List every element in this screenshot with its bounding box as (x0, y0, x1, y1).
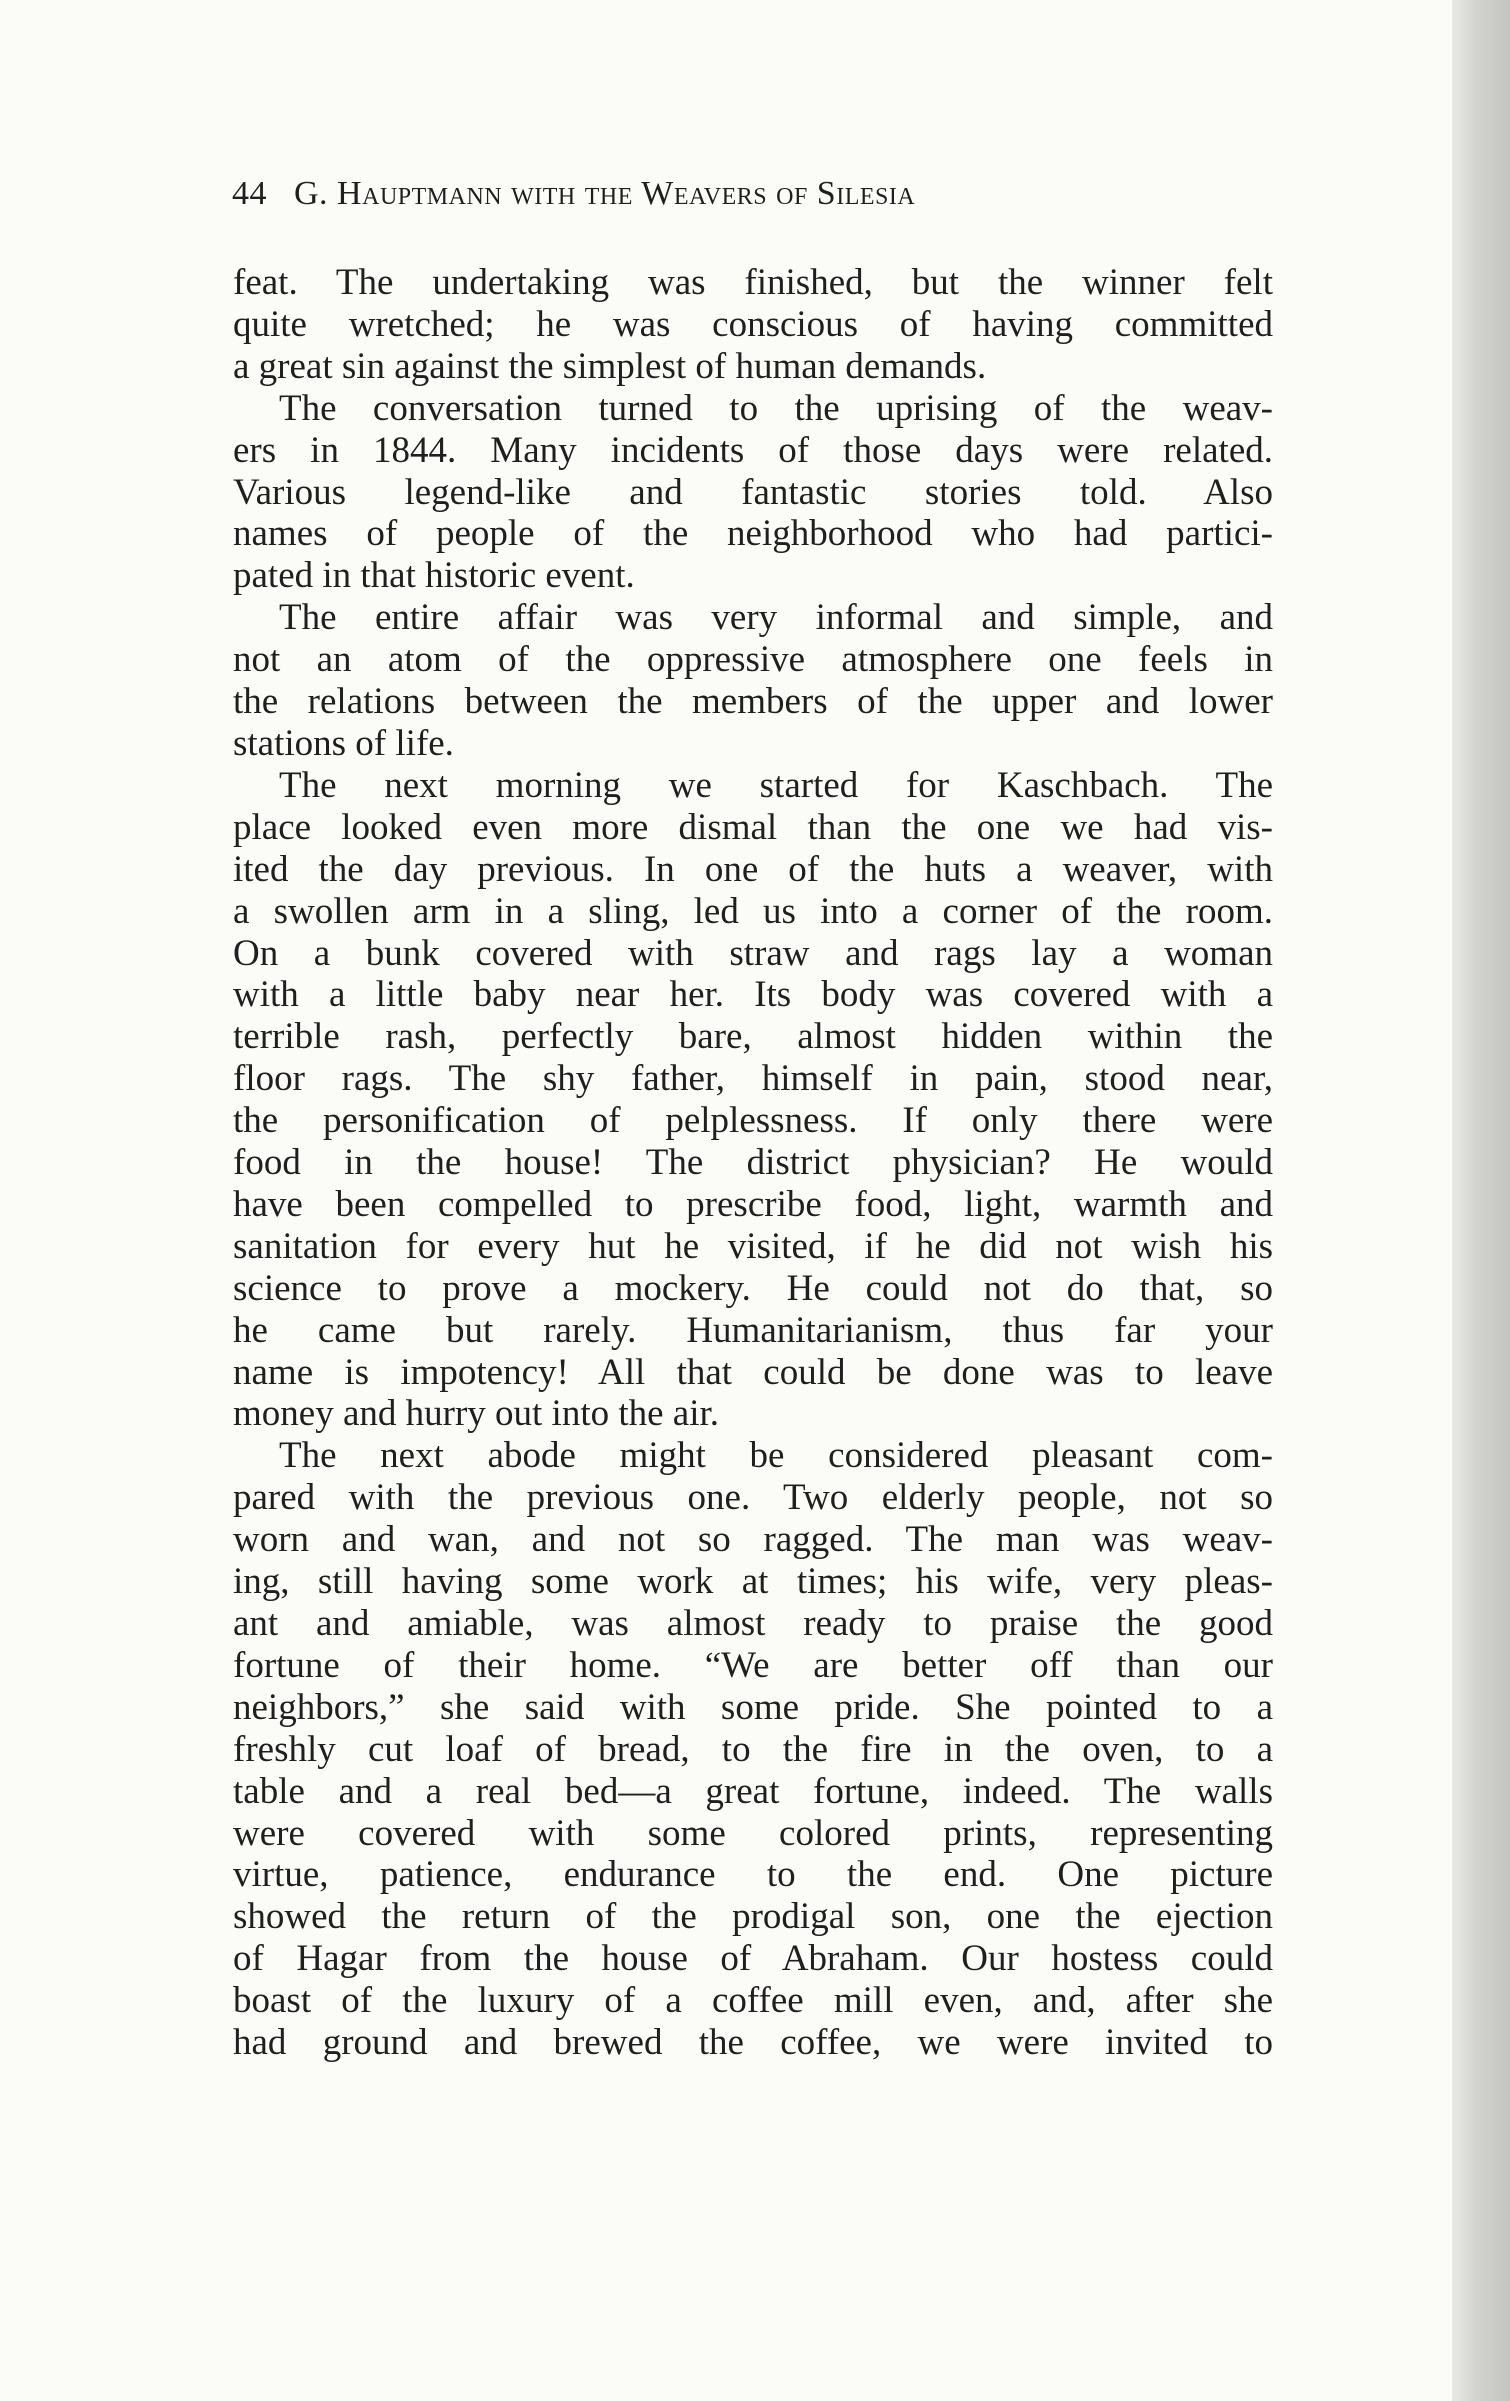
text-line: On a bunk covered with straw and rags lay a woman (233, 932, 1273, 974)
text-line: The conversation turned to the uprising of the weav- (279, 387, 1273, 429)
text-line: ited the day previous. In one of the huts a weaver, with (233, 848, 1273, 890)
text-line: virtue, patience, endurance to the end. One picture (233, 1854, 1273, 1896)
paragraph-3 (233, 597, 1273, 765)
text-line: food in the house! The district physician? He would (233, 1142, 1273, 1184)
text-line: The next morning we started for Kaschbach. The (279, 764, 1273, 806)
paragraph-2 (233, 388, 1273, 598)
text-line: place looked even more dismal than the one we had vis- (233, 806, 1273, 848)
text-line: with a little baby near her. Its body was covered with a (233, 974, 1273, 1016)
paragraph-1 (233, 262, 1273, 388)
page-number: 44 (232, 175, 267, 212)
text-line: terrible rash, perfectly bare, almost hidden within the (233, 1016, 1273, 1058)
text-line: pated in that historic event. (233, 555, 635, 597)
text-line: of Hagar from the house of Abraham. Our hostess could (233, 1938, 1273, 1980)
paragraph-4 (233, 765, 1273, 1436)
text-line: floor rags. The shy father, himself in pain, stood near, (233, 1058, 1273, 1100)
text-line: fortune of their home. “We are better off than our (233, 1644, 1273, 1686)
text-line: stations of life. (233, 722, 454, 764)
text-line: table and a real bed—a great fortune, indeed. The walls (233, 1770, 1273, 1812)
body-text (233, 262, 1273, 2064)
text-line: he came but rarely. Humanitarianism, thus far your (233, 1309, 1273, 1351)
text-line: money and hurry out into the air. (233, 1393, 720, 1435)
text-line: name is impotency! All that could be done was to leave (233, 1351, 1273, 1393)
running-title: G. Hauptmann with the Weavers of Silesia (294, 175, 916, 212)
text-line: freshly cut loaf of bread, to the fire in the oven, to a (233, 1728, 1273, 1770)
text-line: feat. The undertaking was finished, but the winner felt (233, 262, 1273, 303)
text-line: boast of the luxury of a coffee mill even, and, after she (233, 1980, 1273, 2022)
text-line: Various legend-like and fantastic stories told. Also (233, 471, 1273, 513)
paragraph-5 (233, 1435, 1273, 2064)
running-head (232, 175, 1272, 213)
text-line: neighbors,” she said with some pride. She pointed to a (233, 1686, 1273, 1728)
text-line: ant and amiable, was almost ready to praise the good (233, 1603, 1273, 1644)
text-line: ers in 1844. Many incidents of those days were related. (233, 429, 1273, 471)
text-line: quite wretched; he was conscious of having committed (233, 303, 1273, 345)
text-line: science to prove a mockery. He could not do that, so (233, 1267, 1273, 1309)
text-line: showed the return of the prodigal son, one the ejection (233, 1896, 1273, 1938)
text-line: not an atom of the oppressive atmosphere one feels in (233, 639, 1273, 681)
text-line: had ground and brewed the coffee, we were invited to (233, 2022, 1273, 2064)
text-line: names of people of the neighborhood who had partici- (233, 513, 1273, 555)
page-gutter-shadow (1452, 0, 1510, 2401)
text-line: were covered with some colored prints, representing (233, 1812, 1273, 1854)
text-line: sanitation for every hut he visited, if he did not wish his (233, 1225, 1273, 1267)
text-line: the relations between the members of the upper and lower (233, 681, 1273, 723)
text-line: have been compelled to prescribe food, light, warmth and (233, 1183, 1273, 1225)
text-line: the personification of pelplessness. If only there were (233, 1100, 1273, 1142)
text-line: worn and wan, and not so ragged. The man was weav- (233, 1519, 1273, 1561)
text-line: ing, still having some work at times; his wife, very pleas- (233, 1561, 1273, 1603)
text-line: The entire affair was very informal and simple, and (279, 597, 1273, 639)
text-line: The next abode might be considered pleasant com- (279, 1435, 1273, 1477)
text-line: a great sin against the simplest of human demands. (233, 345, 987, 387)
text-line: pared with the previous one. Two elderly people, not so (233, 1477, 1273, 1519)
text-line: a swollen arm in a sling, led us into a corner of the room. (233, 890, 1273, 932)
